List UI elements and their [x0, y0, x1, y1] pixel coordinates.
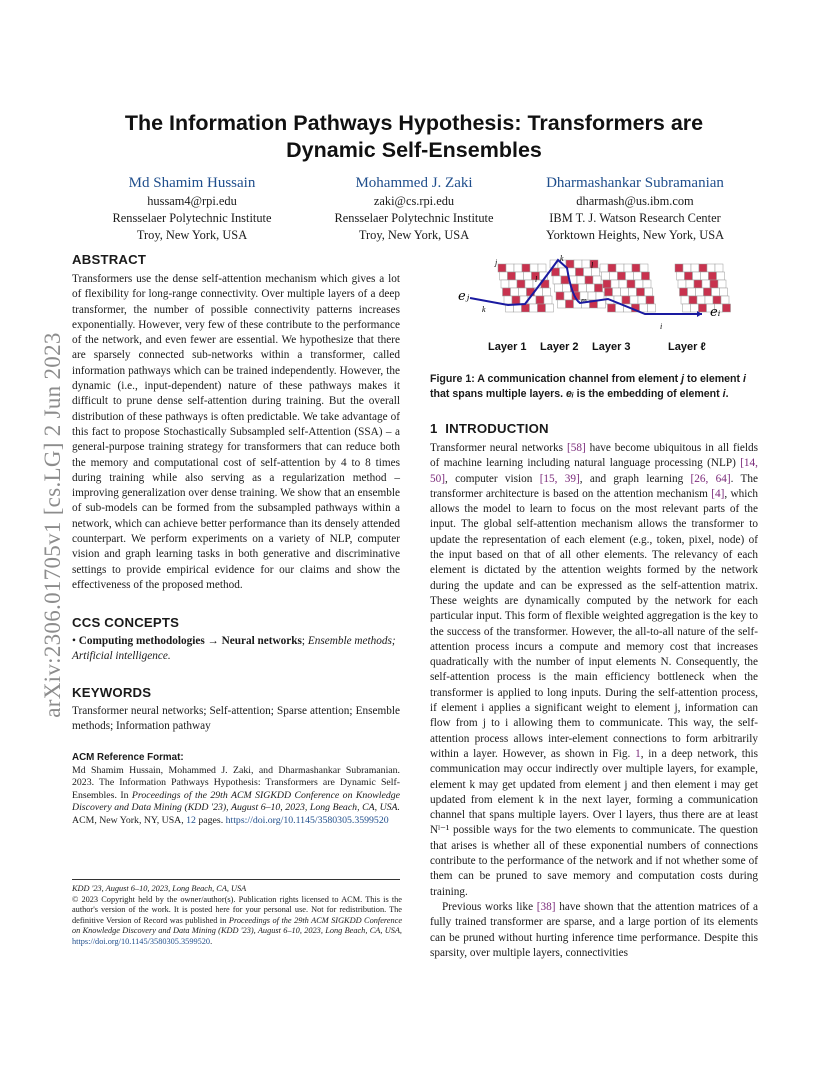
author-block-2	[314, 174, 514, 243]
section-title: INTRODUCTION	[445, 421, 549, 436]
footnote-separator: ,	[399, 926, 402, 936]
intro-text-run: have become ubiquitous in all fields of machine learning including natural language processing (NLP)	[430, 442, 758, 470]
grid-cell	[512, 296, 520, 304]
author-email: zaki@cs.rpi.edu	[373, 194, 455, 208]
intro-text-run: , in a deep network, this communication may occur indirectly over multiple layers, for example, element k may get updated from element j and then element i may get updated from element k in the next layer, forming a communication channel that spans multiple layers. Over l layers, thus there are at least Nˡ⁻¹ possible ways for the two elements to communicate. The question that arises is whether all of these exponential numbers of connections contribute to the performance of the network and if not whether some of them can be pruned to save memory and computation costs during training.	[430, 747, 758, 898]
grid-cell	[593, 276, 601, 284]
grid-cell	[613, 288, 621, 296]
grid-cell	[608, 264, 616, 272]
grid-cell	[683, 264, 691, 272]
grid-cell	[555, 284, 563, 292]
letter-k-1: k	[482, 305, 486, 314]
caption-part-c: that spans multiple layers.	[430, 388, 566, 400]
grid-cell	[691, 304, 699, 312]
grid-cell	[522, 264, 530, 272]
grid-cell	[543, 288, 551, 296]
grid-cell	[717, 272, 725, 280]
grid-cell	[538, 304, 546, 312]
paper-title: The Information Pathways Hypothesis: Transformers are Dynamic Self-Ensembles	[124, 111, 704, 162]
grid-cell	[707, 264, 715, 272]
grid-cell	[544, 296, 552, 304]
grid-cell	[517, 280, 525, 288]
grid-cell	[713, 296, 721, 304]
intro-text-run: . The transformer architecture is based on the attention mechanism	[430, 472, 759, 500]
attention-grid	[600, 264, 656, 312]
grid-cell	[603, 280, 611, 288]
footnote-end: .	[210, 936, 213, 946]
grid-cell	[508, 272, 516, 280]
grid-cell	[506, 264, 514, 272]
letter-l-1: l	[535, 275, 538, 284]
figure-1-diagram	[440, 250, 760, 360]
citation-link[interactable]: [14, 50]	[430, 457, 758, 485]
ccs-separator: ;	[301, 635, 308, 647]
letter-m: m	[581, 296, 587, 305]
grid-cell	[678, 280, 686, 288]
figure-1-caption	[430, 372, 758, 402]
grid-cell	[585, 276, 593, 284]
grid-cell	[522, 304, 530, 312]
section-number: 1	[430, 421, 438, 436]
grid-cell	[721, 296, 729, 304]
ccs-primary: Computing methodologies → Neural networks	[78, 635, 302, 647]
grid-cell	[576, 268, 584, 276]
keywords-heading: KEYWORDS	[72, 685, 152, 700]
intro-text-run: , computer vision	[445, 472, 540, 485]
letter-k-2: k	[560, 254, 564, 263]
abstract-heading: ABSTRACT	[72, 252, 147, 267]
layer-2-label: Layer 2	[540, 341, 579, 353]
intro-paragraph-1	[430, 441, 758, 900]
grid-cell	[536, 296, 544, 304]
keywords-text: Transformer neural networks; Self-attention; Sparse attention; Ensemble methods; Information pathway	[72, 705, 400, 733]
grid-cell	[629, 288, 637, 296]
grid-cell	[696, 288, 704, 296]
arxiv-identifier: arXiv:2306.01705v1 [cs.LG] 2 Jun 2023	[40, 332, 65, 718]
grid-cell	[588, 292, 596, 300]
grid-cell	[640, 264, 648, 272]
ccs-bullet: •	[72, 635, 76, 647]
grid-cell	[642, 272, 650, 280]
grid-cell	[675, 264, 683, 272]
grid-cell	[511, 288, 519, 296]
grid-cell	[645, 288, 653, 296]
grid-cell	[635, 280, 643, 288]
grid-cell	[720, 288, 728, 296]
grid-cell	[646, 296, 654, 304]
caption-part-b: to element	[684, 373, 743, 385]
grid-cell	[563, 284, 571, 292]
grid-cell	[715, 264, 723, 272]
caption-label: Figure 1:	[430, 373, 475, 385]
grid-cell	[500, 272, 508, 280]
ccs-heading: CCS CONCEPTS	[72, 615, 180, 630]
grid-cell	[712, 288, 720, 296]
author-name[interactable]: Mohammed J. Zaki	[355, 175, 473, 191]
grid-cell	[566, 260, 574, 268]
grid-cell	[626, 272, 634, 280]
grid-cell	[538, 264, 546, 272]
grid-cell	[610, 272, 618, 280]
citation-link[interactable]: [26, 64]	[690, 472, 731, 485]
grid-cell	[710, 280, 718, 288]
acm-reference-heading: ACM Reference Format:	[72, 752, 184, 763]
intro-text-run: Transformer neural networks	[430, 442, 567, 454]
grid-cell	[694, 280, 702, 288]
grid-cell	[627, 280, 635, 288]
grid-cell	[498, 264, 506, 272]
footnote-doi-link[interactable]: https://doi.org/10.1145/3580305.3599520	[72, 936, 211, 946]
intro-text-run: Previous works like	[442, 900, 537, 913]
acm-reference-venue: Proceedings of the 29th ACM SIGKDD Conference on Knowledge Discovery and Data Mining (KDD '23), August 6–10, 2023, Long Beach, CA, USA.	[72, 789, 400, 814]
grid-cell	[504, 296, 512, 304]
grid-cell	[677, 272, 685, 280]
introduction-text	[430, 441, 758, 961]
conference-line: KDD '23, August 6–10, 2023, Long Beach, CA, USA	[72, 884, 247, 893]
author-email: hussam4@rpi.edu	[147, 194, 237, 208]
grid-cell	[501, 280, 509, 288]
ei-label: eᵢ	[710, 305, 721, 320]
copyright-footnote	[72, 884, 402, 948]
author-location: Troy, New York, USA	[136, 227, 248, 242]
grid-cell	[702, 280, 710, 288]
grid-cell	[723, 304, 731, 312]
acm-reference	[72, 752, 400, 828]
layer-l-label: Layer ℓ	[668, 341, 706, 353]
grid-cell	[697, 296, 705, 304]
grid-cell	[680, 288, 688, 296]
grid-cell	[701, 272, 709, 280]
grid-cell	[553, 276, 561, 284]
grid-cell	[602, 272, 610, 280]
intro-text-run: , which allows the model to learn to focus on the most relevant parts of the input. The global self-attention mechanism allows the transformer to update the representation of each element (e.g., token, pixel, node) of the input based on that of all other elements. The relevancy of each element is dictated by the attention weights formed by the network during the update and can be expressed as the self-attention matrix. These weights are dynamically computed by the network for each particular input. This form of flexible weighted aggregation is the key to the success of the transformer. However, the all-to-all nature of the self-attention process incurs a compute and memory cost that increases quadratically with the number of input elements N. Consequently, the self-attention process is the main efficiency bottleneck when the transformer is applied to long inputs. During the self-attention process, if element i applies a significant weight to element j, information can flow from j to i allowing them to communicate. This way, the self-attention process allows inter-element connections to form arbitrarily within a layer. However, as shown in Fig.	[430, 487, 758, 760]
author-affiliation: Rensselaer Polytechnic Institute	[334, 210, 494, 225]
ccs-concepts	[72, 634, 400, 665]
grid-cell	[688, 288, 696, 296]
copyright-text: © 2023 Copyright held by the owner/author(s). Publication rights licensed to ACM. This is the author's version of the work. It is posted here for your personal use. Not for redistribution. The definitive Version of Record was published in	[72, 894, 402, 925]
layer-3-label: Layer 3	[592, 341, 631, 353]
caption-j: j	[681, 373, 685, 385]
introduction-heading	[430, 421, 549, 436]
grid-cell	[643, 280, 651, 288]
footnote-rule	[72, 879, 400, 880]
grid-cell	[685, 272, 693, 280]
grid-cell	[624, 264, 632, 272]
letter-j: j	[495, 258, 498, 267]
grid-cell	[516, 272, 524, 280]
grid-cell	[705, 296, 713, 304]
grid-cell	[525, 280, 533, 288]
grid-cell	[632, 264, 640, 272]
grid-cell	[622, 296, 630, 304]
citation-link[interactable]: [38]	[536, 900, 556, 913]
grid-cell	[704, 288, 712, 296]
grid-cell	[552, 268, 560, 276]
grid-cell	[681, 296, 689, 304]
author-name[interactable]: Dharmashankar Subramanian	[546, 175, 724, 191]
intro-paragraph-2	[430, 900, 758, 961]
caption-part-d: is the embedding of element	[573, 388, 723, 400]
grid-cell	[566, 300, 574, 308]
grid-cell	[605, 288, 613, 296]
grid-cell	[519, 288, 527, 296]
grid-cell	[611, 280, 619, 288]
grid-cell	[514, 264, 522, 272]
grid-cell	[556, 292, 564, 300]
grid-cell	[640, 304, 648, 312]
grid-cell	[619, 280, 627, 288]
author-affiliation: Rensselaer Polytechnic Institute	[112, 210, 272, 225]
proceedings-title: Proceedings of the 29th ACM SIGKDD Conference on Knowledge Discovery and Data Mining (KDD '23), August 6–10, 2023, Long Beach, CA, USA	[72, 915, 402, 936]
caption-e: eᵢ	[566, 388, 574, 400]
grid-cell	[648, 304, 656, 312]
grid-cell	[718, 280, 726, 288]
abstract-text: Transformers use the dense self-attention mechanism which gives a lot of flexibility for long-range connectivity. Over multiple layers of a deep transformer, the number of possible connectivity patterns increases exponentially. However, very few of these contribute to the performance of the network, and even fewer are essential. We hypothesize that there are sparsely connected sub-networks within a transformer, called information pathways which can be trained independently. However, the dynamic (i.e., input-dependent) nature of these pathways makes it difficult to prune dense self-attention during training. But the overall distribution of these pathways is often predictable. We take advantage of this fact to propose Stochastically Subsampled self-Attention (SSA) – a general-purpose training strategy for transformers that can reduce both the memory and computational cost of self-attention by 4 to 8 times during training while also serving as a regularization method – improving generalization over dense training. We show that an ensemble of sub-models can be formed from the subsampled pathways within a network, which can achieve better performance than its densely attended counterpart. We perform experiments on a variety of NLP, computer vision and graph learning tasks in both generative and discriminative settings to provide empirical evidence for our claims and show the effectiveness of the proposed method.	[72, 273, 400, 591]
author-location: Yorktown Heights, New York, USA	[545, 227, 725, 242]
acm-reference-publisher: ACM, New York, NY, USA,	[72, 814, 187, 826]
grid-cell	[621, 288, 629, 296]
grid-cell	[577, 276, 585, 284]
citation-link[interactable]: [4]	[711, 487, 725, 500]
attention-grid	[675, 264, 731, 312]
citation-link[interactable]: [15, 39]	[539, 472, 580, 485]
author-affiliation: IBM T. J. Watson Research Center	[549, 210, 721, 225]
grid-cell	[709, 272, 717, 280]
intro-text-run: , and graph learning	[579, 472, 691, 485]
letter-i: i	[660, 322, 663, 331]
author-block-1	[92, 174, 292, 243]
caption-i: i	[742, 373, 746, 385]
grid-cell	[564, 292, 572, 300]
grid-cell	[546, 304, 554, 312]
grid-cell	[503, 288, 511, 296]
grid-cell	[637, 288, 645, 296]
grid-cell	[600, 264, 608, 272]
acm-reference-pages: pages.	[195, 814, 226, 826]
author-email: dharmash@us.ibm.com	[576, 194, 694, 208]
citation-link[interactable]: [58]	[566, 442, 586, 454]
grid-cell	[638, 296, 646, 304]
grid-cell	[574, 260, 582, 268]
grid-cell	[616, 264, 624, 272]
grid-cell	[693, 272, 701, 280]
grid-cell	[689, 296, 697, 304]
author-location: Troy, New York, USA	[358, 227, 470, 242]
grid-cell	[582, 260, 590, 268]
grid-cell	[509, 280, 517, 288]
grid-cell	[686, 280, 694, 288]
grid-cell	[558, 300, 566, 308]
grid-cell	[530, 304, 538, 312]
citation-link[interactable]: 1	[635, 747, 641, 760]
grid-cell	[595, 284, 603, 292]
ej-label: eⱼ	[458, 289, 470, 304]
ccs-secondary: Ensemble methods; Artificial intelligence.	[72, 635, 396, 663]
grid-cell	[530, 264, 538, 272]
acm-reference-authors: Md Shamim Hussain, Mohammed J. Zaki, and Dharmashankar Subramanian. 2023. The Information Pathways Hypothesis: Transformers are Dynamic Self-Ensembles. In	[72, 764, 400, 801]
grid-cell	[587, 284, 595, 292]
grid-cell	[630, 296, 638, 304]
caption-part-a: A communication channel from element	[474, 373, 682, 385]
author-block-3	[530, 174, 740, 243]
caption-i-2: i	[722, 388, 726, 400]
doi-link[interactable]: https://doi.org/10.1145/3580305.3599520	[225, 814, 389, 826]
layer-1-label: Layer 1	[488, 341, 527, 353]
intro-text-run: have shown that the attention matrices of a fully trained transformer are sparse, and a large portion of its elements can be pruned without hurting inference time performance. Despite this sparsity, over multiple layers, connectivities	[430, 900, 759, 959]
caption-end: .	[725, 388, 729, 400]
grid-cell	[691, 264, 699, 272]
grid-cell	[634, 272, 642, 280]
grid-cell	[699, 264, 707, 272]
grid-cell	[579, 284, 587, 292]
grid-cell	[524, 272, 532, 280]
author-name[interactable]: Md Shamim Hussain	[128, 175, 256, 191]
pages-link[interactable]: 12	[186, 814, 196, 826]
grid-cell	[608, 304, 616, 312]
grid-cell	[683, 304, 691, 312]
grid-cell	[699, 304, 707, 312]
grid-cell	[618, 272, 626, 280]
letter-l-2: l	[591, 261, 594, 270]
